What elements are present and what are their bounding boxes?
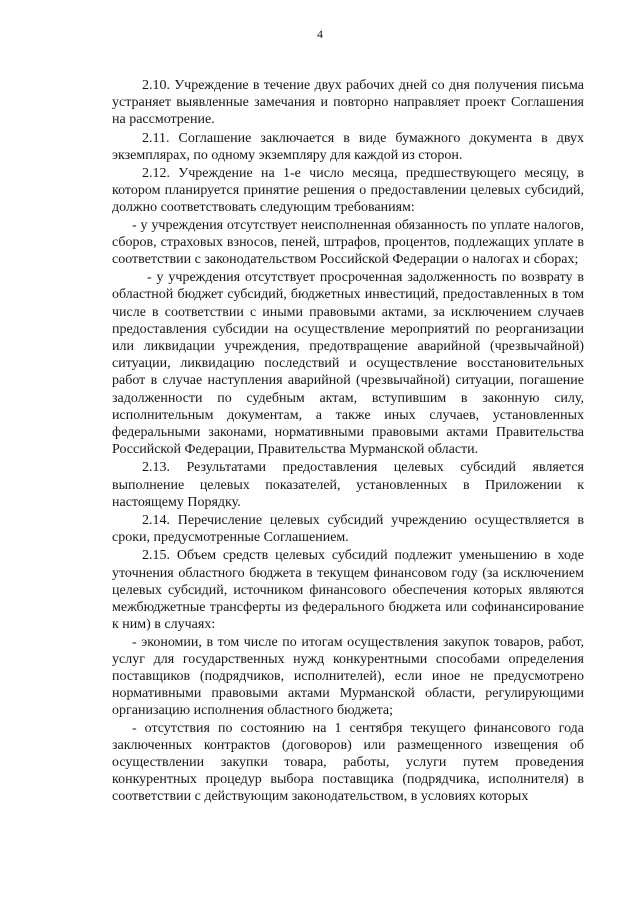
document-body bbox=[112, 77, 584, 806]
paragraph-2-11: 2.11. Соглашение заключается в виде бумажного документа в двух экземплярах, по одному экземпляру для каждой из сторон. bbox=[112, 130, 584, 163]
case-savings: - экономии, в том числе по итогам осуществления закупок товаров, работ, услуг для государственных нужд конкурентными способами определения поставщиков (подрядчиков, исполнителей), если иное не предусмотрено нормативными правовыми актами Мурманской области, регулирующими организацию исполнения областного бюджета; bbox=[112, 634, 584, 719]
paragraph-2-15: 2.15. Объем средств целевых субсидий подлежит уменьшению в ходе уточнения областного бюджета в текущем финансовом году (за исключением целевых субсидий, источником финансового обеспечения которых являются межбюджетные трансферты из федерального бюджета или софинансирование к ним) в случаях: bbox=[112, 548, 584, 633]
paragraph-2-14: 2.14. Перечисление целевых субсидий учреждению осуществляется в сроки, предусмотренные Соглашением. bbox=[112, 513, 584, 546]
paragraph-2-10: 2.10. Учреждение в течение двух рабочих дней со дня получения письма устраняет выявленные замечания и повторно направляет проект Соглашения на рассмотрение. bbox=[112, 78, 584, 128]
paragraph-2-12: 2.12. Учреждение на 1-е число месяца, предшествующего месяцу, в котором планируется принятие решения о предоставлении целевых субсидий, должно соответствовать следующим требованиям: bbox=[112, 166, 584, 216]
paragraph-2-13: 2.13. Результатами предоставления целевых субсидий является выполнение целевых показателей, установленных в Приложении к настоящему Порядку. bbox=[112, 460, 584, 510]
case-no-contracts: - отсутствия по состоянию на 1 сентября текущего финансового года заключенных контрактов (договоров) или размещенного извещения об осуществлении закупки товара, работы, услуги путем проведения конкурентных процедур выбора поставщика (подрядчика, исполнителя) в соответствии с действующим законодательством, в условиях которых bbox=[112, 720, 584, 805]
page-number: 4 bbox=[317, 27, 323, 41]
requirement-taxes: - у учреждения отсутствует неисполненная обязанность по уплате налогов, сборов, страховых взносов, пеней, штрафов, процентов, подлежащих уплате в соответствии с законодательством Российской Федерации о налогах и сборах; bbox=[112, 217, 584, 268]
requirement-debt: - у учреждения отсутствует просроченная задолженность по возврату в областной бюджет субсидий, бюджетных инвестиций, предоставленных в том числе в соответствии с иными правовыми актами, за исключением случаев предоставления субсидии на осуществление мероприятий по реорганизации или ликвидации учреждения, предотвращение аварийной (чрезвычайной) ситуации, ликвидацию последствий и осуществление восстановительных работ в случае наступления аварийной (чрезвычайной) ситуации, погашение задолженности по судебным актам, вступившим в законную силу, исполнительным документам, а также иных случаев, установленных федеральными законами, нормативными правовыми актами Правительства Российской Федерации, Правительства Мурманской области. bbox=[112, 270, 584, 458]
